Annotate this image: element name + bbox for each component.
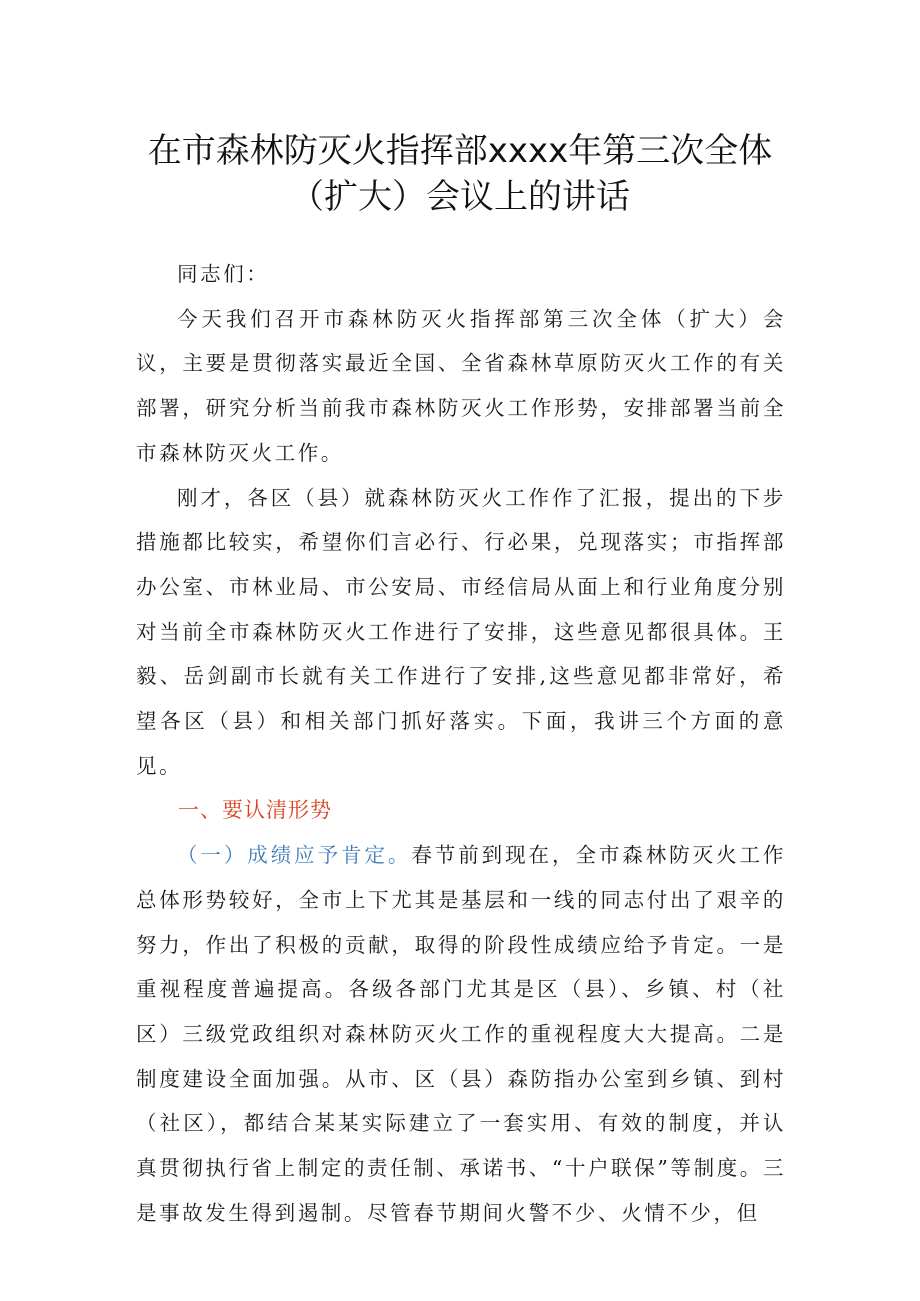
document-title: 在市森林防灭火指挥部xxxx年第三次全体（扩大）会议上的讲话 <box>147 131 773 217</box>
document-body <box>136 252 786 1235</box>
section-heading: 一、要认清形势 <box>178 798 332 823</box>
paragraph-intro: 今天我们召开市森林防灭火指挥部第三次全体（扩大）会议，主要是贯彻落实最近全国、全省森林草原防灭火工作的有关部署，研究分析当前我市森林防灭火工作形势，安排部署当前全市森林防灭火工作。 <box>136 306 786 465</box>
salutation: 同志们： <box>177 262 270 286</box>
paragraph-achievements <box>136 833 786 1235</box>
sub-heading: （一）成绩应予肯定。 <box>177 843 412 868</box>
paragraph-achievements-text: 春节前到现在，全市森林防灭火工作总体形势较好，全市上下尤其是基层和一线的同志付出了艰辛的努力，作出了积极的贡献，取得的阶段性成绩应给予肯定。一是重视程度普遍提高。各级各部门尤其是区（县）、乡镇、村（社区）三级党政组织对森林防灭火工作的重视程度大大提高。二是制度建设全面加强。从市、区（县）森防指办公室到乡镇、到村（社区），都结合某某实际建立了一套实用、有效的制度，并认真贯彻执行省上制定的责任制、承诺书、“十户联保”等制度。三是事故发生得到遏制。尽管春节期间火警不少、火情不少，但 <box>136 843 786 1225</box>
paragraph-reports: 刚才，各区（县）就森林防灭火工作作了汇报，提出的下步措施都比较实，希望你们言必行、行必果，兑现落实；市指挥部办公室、市林业局、市公安局、市经信局从面上和行业角度分别对当前全市森林防灭火工作进行了安排，这些意见都很具体。王毅、岳剑副市长就有关工作进行了安排,这些意见都非常好，希望各区（县）和相关部门抓好落实。下面，我讲三个方面的意见。 <box>136 485 786 778</box>
